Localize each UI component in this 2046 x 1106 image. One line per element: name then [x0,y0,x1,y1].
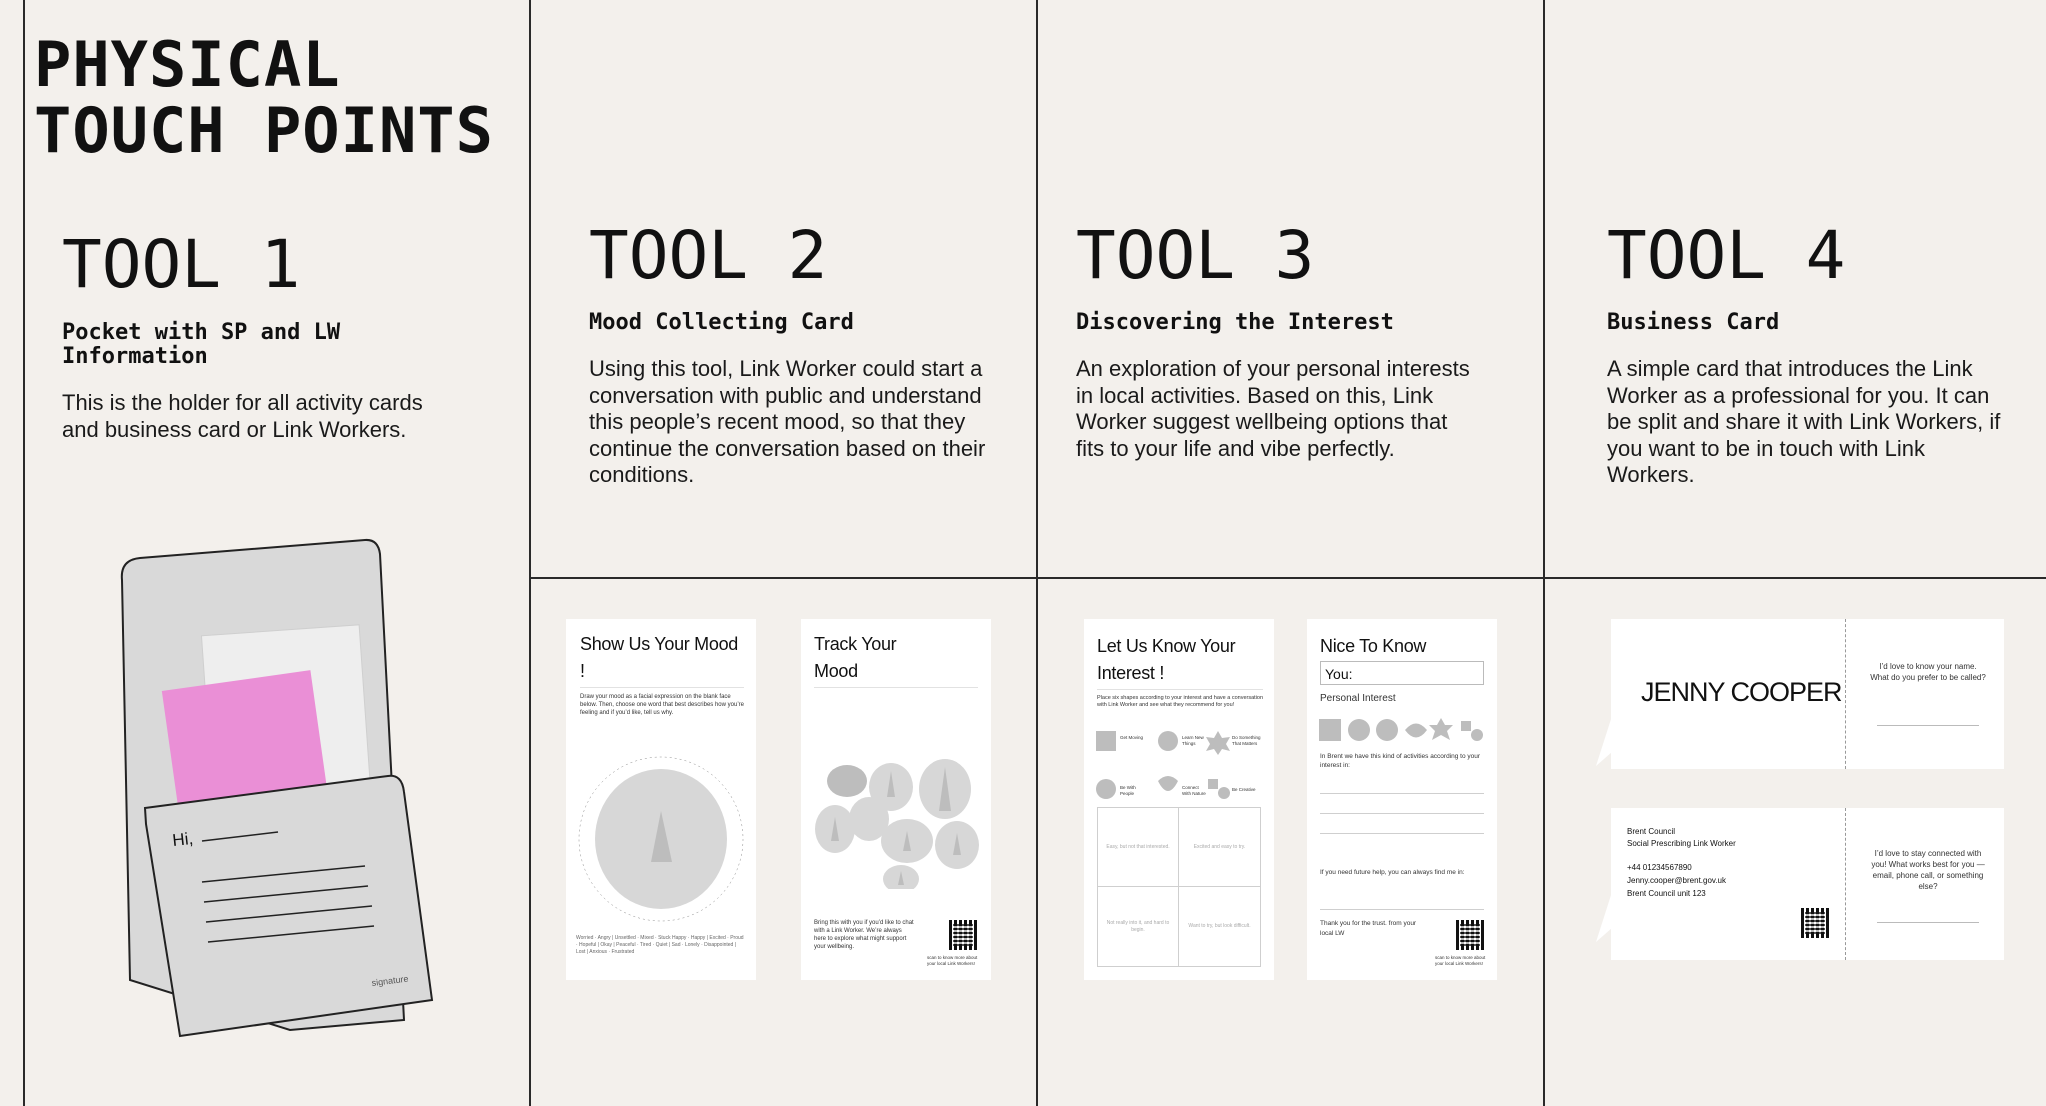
business-card-org: Brent Council [1627,827,1676,836]
interest-icon-label: Get Moving [1120,735,1144,740]
page-title-line2: TOUCH POINTS [34,94,494,167]
tool-3-number: TOOL 3 [1076,217,1315,294]
pocket-greeting: Hi, [171,828,195,850]
mood-card-back-qr-caption: scan to know more about your local Link Workers! [927,955,978,966]
tool-3-description: An exploration of your personal interests in local activities. Based on this, Link Worker suggest wellbeing options that fits to your life and vibe perfectly. [1076,356,1470,461]
business-card-email: Jenny.cooper@brent.gov.uk [1627,876,1726,885]
tool-4-number: TOOL 4 [1607,217,1846,294]
pocket-front [145,776,432,1036]
divider-vertical-1 [23,0,25,1106]
interest-card-back-qr-caption: scan to know more about your local Link Workers! [1435,955,1486,966]
page-title [34,28,494,167]
name-prompt: I’d love to know your name. What do you prefer to be called? [1870,662,1986,682]
card-split-line [1845,808,1846,960]
interest-icon-label: Connect With Nature [1182,785,1206,796]
mood-words: Worried · Angry | Unsettled · Mixed · Stuck Happy · Happy | Excited · Proud · Hopeful | Okay | Peaceful · Tired · Quiet | Sad · Lonely · Disappointed | Lost | Anxious · Frustrated [576,935,744,955]
quadrant-label: Easy, but not that interested. [1106,843,1170,850]
personal-interest-label: Personal Interest [1320,693,1396,704]
mood-card-back [801,619,991,980]
tool-1-subtitle: Pocket with SP and LW Information [62,320,341,369]
pocket-signature: signature [371,973,409,988]
divider-horizontal [529,577,2046,579]
tool-3-subtitle: Discovering the Interest [1076,310,1394,335]
qr-code[interactable] [1456,920,1484,950]
qr-code[interactable] [949,920,977,950]
interest-card-back-title: Nice To Know [1320,636,1427,656]
thanks-text: Thank you for the trust. from your local LW [1320,920,1417,937]
quadrant-label: Not really into it, and hard to begin. [1106,919,1170,933]
divider-vertical-3 [1036,0,1038,1106]
mood-card-back-title: Track Your Mood [814,634,897,681]
in-brent-text: In Brent we have this kind of activities according to your interest in: [1320,753,1481,769]
pocket-illustration [110,530,450,1040]
tool-2-subtitle: Mood Collecting Card [589,310,854,335]
you-label: You: [1325,666,1353,682]
name-field[interactable] [1877,725,1979,726]
contact-field[interactable] [1877,922,1979,923]
qr-code[interactable] [1801,908,1829,938]
tool-4-subtitle: Business Card [1607,310,1780,335]
business-card-unit: Brent Council unit 123 [1627,889,1706,898]
divider-vertical-4 [1543,0,1545,1106]
business-card-name: JENNY COOPER [1641,677,1842,707]
mood-card-front-title: Show Us Your Mood ! [580,634,738,681]
interest-quadrant-grid [1097,807,1261,967]
personal-interest-icons [1319,715,1489,745]
mood-card-front-instructions: Draw your mood as a facial expression on the blank face below. Then, choose one word that best describes how you’re feeling and if you’d like, tell us why. [580,694,744,716]
interest-icon-label: Learn New Things [1182,735,1204,746]
interest-icon-label: Do Something That Matters [1232,735,1261,746]
mood-stones [809,759,985,889]
interest-card-front-title: Let Us Know Your Interest ! [1097,636,1236,683]
business-card-back [1611,808,2004,960]
mood-card-back-footer: Bring this with you if you’d like to chat with a Link Worker. We’re always here to explore what might support your wellbeing. [814,920,914,950]
divider-vertical-2 [529,0,531,1106]
interest-icon-label: Be Creative [1232,787,1256,792]
contact-prompt: I’d love to stay connected with you! What works best for you — email, phone call, or something else? [1871,849,1985,891]
business-card-role: Social Prescribing Link Worker [1627,839,1736,848]
quadrant-label: Want to try, but look difficult. [1188,923,1251,929]
interest-card-back [1307,619,1497,980]
card-split-line [1845,619,1846,769]
tool-1-number: TOOL 1 [62,226,301,303]
interest-card-front-instructions: Place six shapes according to your interest and have a conversation with Link Worker and see what they recommend for you! [1097,695,1264,708]
interest-icon-label: Be With People [1120,785,1136,796]
tool-2-description: Using this tool, Link Worker could start a conversation with public and understand this people’s recent mood, so that they continue the conversation based on their conditions. [589,356,986,487]
mood-card-front [566,619,756,980]
tool-2-number: TOOL 2 [589,217,828,294]
business-card-phone: +44 01234567890 [1627,863,1692,872]
blank-face [576,749,746,924]
you-field[interactable] [1320,661,1484,685]
future-help-text: If you need future help, you can always find me in: [1320,869,1465,876]
tool-4-description: A simple card that introduces the Link Worker as a professional for you. It can be split and share it with Link Workers, if you want to be in touch with Link Workers. [1607,356,2001,487]
interest-card-front [1084,619,1274,980]
tool-1-description: This is the holder for all activity cards and business card or Link Workers. [62,390,423,442]
quadrant-label: Excited and easy to try. [1193,843,1246,850]
page-title-line1: PHYSICAL [34,28,341,101]
business-card-front [1611,619,2004,769]
